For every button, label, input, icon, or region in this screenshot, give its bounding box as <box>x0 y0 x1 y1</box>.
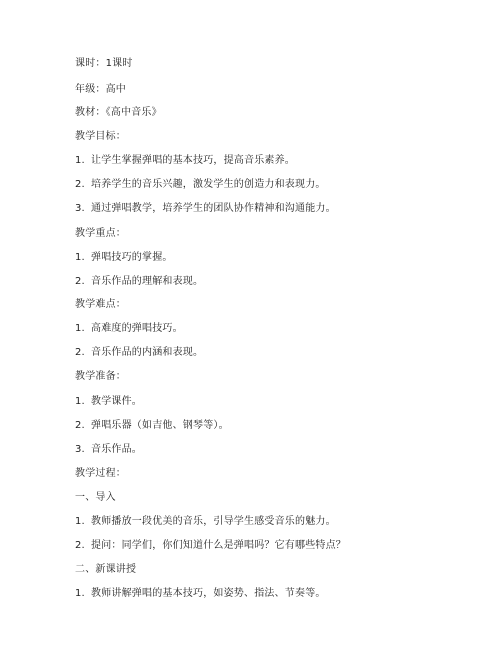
list-item: 2. 音乐作品的理解和表现。 <box>75 276 204 287</box>
section-heading-process: 教学过程： <box>75 468 126 479</box>
list-item: 2. 音乐作品的内涵和表现。 <box>75 347 204 358</box>
grade-line: 年级：高中 <box>75 84 126 95</box>
list-item: 1. 弹唱技巧的掌握。 <box>75 252 173 263</box>
list-item: 1. 教学课件。 <box>75 396 142 407</box>
list-item: 3. 音乐作品。 <box>75 444 142 455</box>
section-heading-difficulties: 教学难点： <box>75 299 126 310</box>
subsection-heading-new-lesson: 二、新课讲授 <box>75 564 137 575</box>
list-item: 1. 教师讲解弹唱的基本技巧，如姿势、指法、节奏等。 <box>75 588 326 599</box>
section-heading-objectives: 教学目标： <box>75 131 126 142</box>
list-item: 1. 让学生掌握弹唱的基本技巧，提高音乐素养。 <box>75 155 295 166</box>
subsection-heading-intro: 一、导入 <box>75 492 116 503</box>
section-heading-key-points: 教学重点： <box>75 228 126 239</box>
lesson-hours-line: 课时：1课时 <box>75 58 133 69</box>
textbook-line: 教材：《高中音乐》 <box>75 107 162 118</box>
list-item: 2. 培养学生的音乐兴趣，激发学生的创造力和表现力。 <box>75 179 326 190</box>
section-heading-preparation: 教学准备： <box>75 371 126 382</box>
list-item: 3. 通过弹唱教学，培养学生的团队协作精神和沟通能力。 <box>75 203 336 214</box>
list-item: 2. 提问：同学们，你们知道什么是弹唱吗？它有哪些特点？ <box>75 540 346 551</box>
list-item: 2. 弹唱乐器（如吉他、钢琴等）。 <box>75 420 229 431</box>
list-item: 1. 教师播放一段优美的音乐，引导学生感受音乐的魅力。 <box>75 516 336 527</box>
list-item: 1. 高难度的弹唱技巧。 <box>75 323 183 334</box>
